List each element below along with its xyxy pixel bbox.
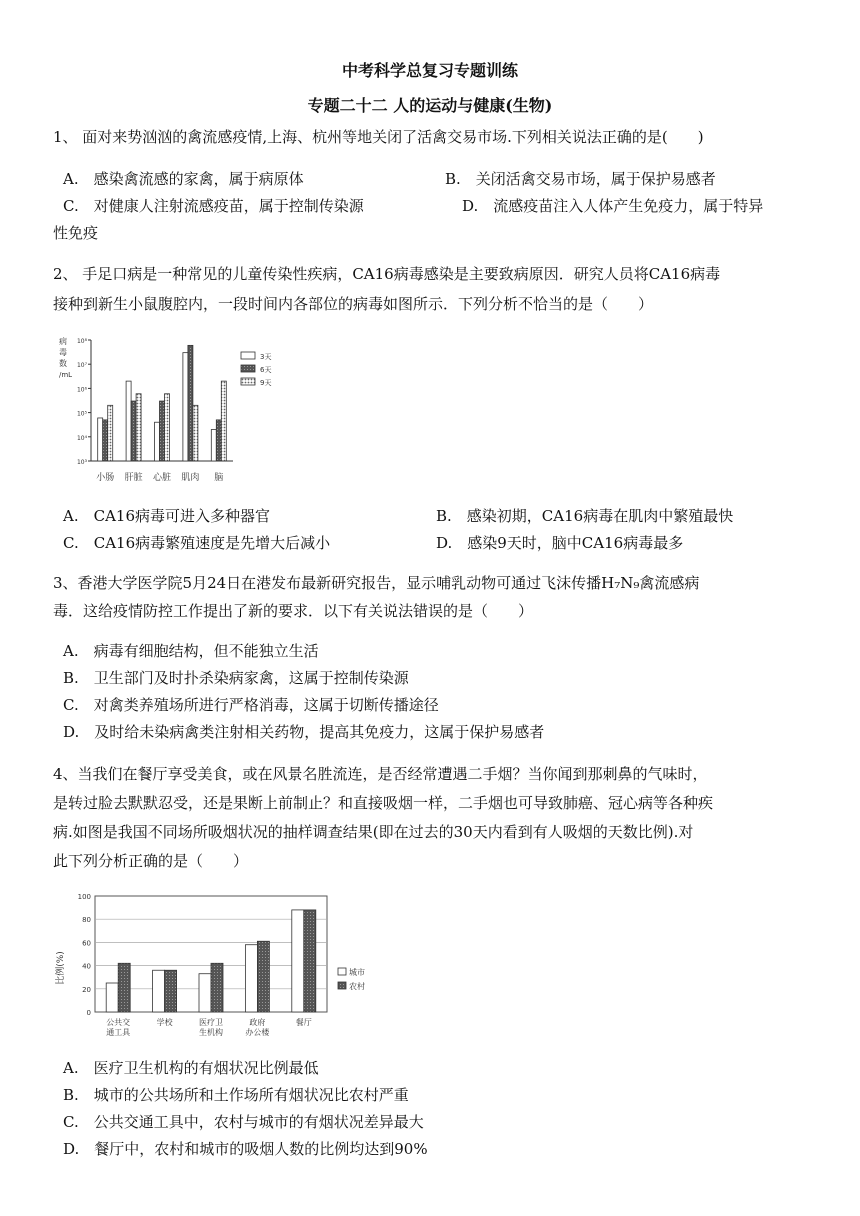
chart2-bar (118, 963, 130, 1012)
q2-option-a: A. CA16病毒可进入多种器官 (63, 507, 270, 525)
chart1-bar (131, 401, 136, 461)
chart1-bar (188, 345, 193, 461)
chart1-legend-swatch (241, 378, 255, 385)
q4-option-a: A. 医疗卫生机构的有烟状况比例最低 (63, 1059, 319, 1077)
chart2-bar (257, 941, 269, 1012)
chart2-ytick-label: 80 (82, 916, 91, 925)
doc-title: 中考科学总复习专题训练 (341, 61, 518, 80)
chart1-legend-swatch (241, 365, 255, 372)
q4-option-c: C. 公共交通工具中，农村与城市的有烟状况差异最大 (63, 1113, 424, 1131)
chart1-ytick-label: 10⁵ (76, 410, 87, 418)
chart1-bar (136, 394, 141, 461)
chart1-ylabel-3: 数 (59, 359, 67, 368)
chart1-ylabel-4: /mL (59, 371, 73, 379)
q4-stem-line2: 是转过脸去默默忍受，还是果断上前制止？和直接吸烟一样，二手烟也可导致肺癌、冠心病等各种疾 (53, 794, 714, 812)
q3-stem-line2: 毒．这给疫情防控工作提出了新的要求．以下有关说法错误的是（ ） (53, 602, 534, 620)
chart1-legend-swatch (241, 352, 255, 359)
chart1-bar (108, 405, 113, 461)
chart2-ytick-label: 20 (82, 985, 91, 994)
chart1-legend-label: 3天 (260, 353, 272, 361)
chart2-legend-label: 农村 (349, 982, 365, 991)
virus-count-chart (55, 330, 300, 498)
chart1-bar (221, 381, 226, 461)
q1-option-d: D. 流感疫苗注入人体产生免疫力，属于特异 (462, 197, 764, 215)
chart1-legend-label: 9天 (260, 379, 272, 387)
chart1-bar (160, 401, 165, 461)
q1-option-d-cont: 性免疫 (53, 224, 99, 242)
chart2-bar (304, 910, 316, 1012)
q4-stem-line4: 此下列分析正确的是（ ） (53, 852, 249, 870)
chart2-ytick-label: 40 (82, 962, 91, 971)
chart2-bar (292, 910, 304, 1012)
chart1-ytick-label: 10⁷ (76, 362, 87, 370)
chart1-bar (98, 418, 103, 461)
chart2-legend-swatch (338, 968, 346, 975)
q4-stem-line3: 病.如图是我国不同场所吸烟状况的抽样调查结果(即在过去的30天内看到有人吸烟的天数比例).对 (53, 823, 694, 841)
chart2-ytick-label: 100 (77, 893, 91, 901)
doc-subtitle: 专题二十二 人的运动与健康(生物) (307, 96, 553, 115)
chart2-bar (199, 974, 211, 1012)
chart1-bar (155, 422, 160, 461)
chart1-ytick-label: 10⁶ (76, 386, 87, 394)
chart2-ytick-label: 0 (86, 1009, 91, 1017)
chart1-bar (183, 353, 188, 461)
q3-option-c: C. 对禽类养殖场所进行严格消毒，这属于切断传播途径 (63, 696, 439, 714)
chart1-category-label: 肌肉 (181, 473, 200, 483)
q3-option-d: D. 及时给未染病禽类注射相关药物，提高其免疫力，这属于保护易感者 (63, 723, 545, 741)
chart1-ytick-label: 10³ (76, 459, 87, 466)
q2-option-c: C. CA16病毒繁殖速度是先增大后减小 (63, 534, 331, 552)
q3-stem-line1: 3、香港大学医学院5月24日在港发布最新研究报告，显示哺乳动物可通过飞沫传播H₇N₉禽流感病 (53, 574, 700, 592)
q2-stem-line1: 2、 手足口病是一种常见的儿童传染性疾病，CA16病毒感染是主要致病原因．研究人员将CA16病毒 (53, 265, 721, 283)
chart1-category-label: 心脏 (152, 473, 172, 483)
chart1-ytick-label: 10⁴ (76, 434, 87, 442)
chart2-ylabel: 比例(%) (56, 951, 66, 985)
chart1-ylabel-2: 毒 (59, 348, 67, 357)
q3-option-a: A. 病毒有细胞结构，但不能独立生活 (63, 642, 319, 660)
chart1-bar (165, 394, 170, 461)
chart2-bar (245, 945, 257, 1012)
q4-option-d: D. 餐厅中，农村和城市的吸烟人数的比例均达到90% (63, 1140, 428, 1158)
chart2-ytick-label: 60 (82, 939, 91, 948)
q1-stem: 1、 面对来势汹汹的禽流感疫情,上海、杭州等地关闭了活禽交易市场.下列相关说法正确的是( ) (53, 128, 704, 146)
q4-option-b: B. 城市的公共场所和土作场所有烟状况比农村严重 (63, 1086, 409, 1104)
q1-option-c: C. 对健康人注射流感疫苗，属于控制传染源 (63, 197, 364, 215)
q3-option-b: B. 卫生部门及时扑杀染病家禽，这属于控制传染源 (63, 669, 409, 687)
chart2-category-label: 医疗卫生机构 (199, 1018, 223, 1037)
q1-option-b: B. 关闭活禽交易市场，属于保护易感者 (445, 170, 716, 188)
q2-stem-line2: 接种到新生小鼠腹腔内，一段时间内各部位的病毒如图所示．下列分析不恰当的是（ ） (53, 295, 654, 313)
chart2-legend-swatch (338, 982, 346, 989)
chart1-bar (126, 381, 131, 461)
smoking-survey-chart (55, 888, 385, 1043)
q1-option-a: A. 感染禽流感的家禽，属于病原体 (63, 170, 304, 188)
chart1-category-label: 脑 (214, 473, 224, 483)
chart2-bar (153, 970, 165, 1012)
chart1-bar (216, 420, 221, 461)
chart2-bar (165, 970, 177, 1012)
chart2-category-label: 餐厅 (295, 1018, 312, 1027)
chart2-bar (211, 963, 223, 1012)
chart2-category-label: 学校 (156, 1018, 173, 1027)
chart1-category-label: 肝脏 (124, 473, 143, 483)
q2-option-d: D. 感染9天时，脑中CA16病毒最多 (436, 534, 684, 552)
chart1-bar (211, 430, 216, 461)
q2-option-b: B. 感染初期，CA16病毒在肌肉中繁殖最快 (436, 507, 734, 525)
chart2-category-label: 政府办公楼 (245, 1018, 270, 1037)
chart1-bar (193, 405, 198, 461)
chart1-ytick-label: 10⁸ (76, 338, 87, 345)
chart2-legend-label: 城市 (349, 968, 365, 977)
chart1-bar (103, 420, 108, 461)
chart2-category-label: 公共交通工具 (106, 1018, 131, 1037)
chart1-ylabel: 病 (59, 337, 67, 346)
chart1-category-label: 小肠 (96, 473, 115, 483)
q4-stem-line1: 4、当我们在餐厅享受美食，或在风景名胜流连，是否经常遭遇二手烟？当你闻到那刺鼻的气味时， (53, 765, 708, 783)
chart1-legend-label: 6天 (260, 366, 272, 374)
chart2-bar (106, 983, 118, 1012)
